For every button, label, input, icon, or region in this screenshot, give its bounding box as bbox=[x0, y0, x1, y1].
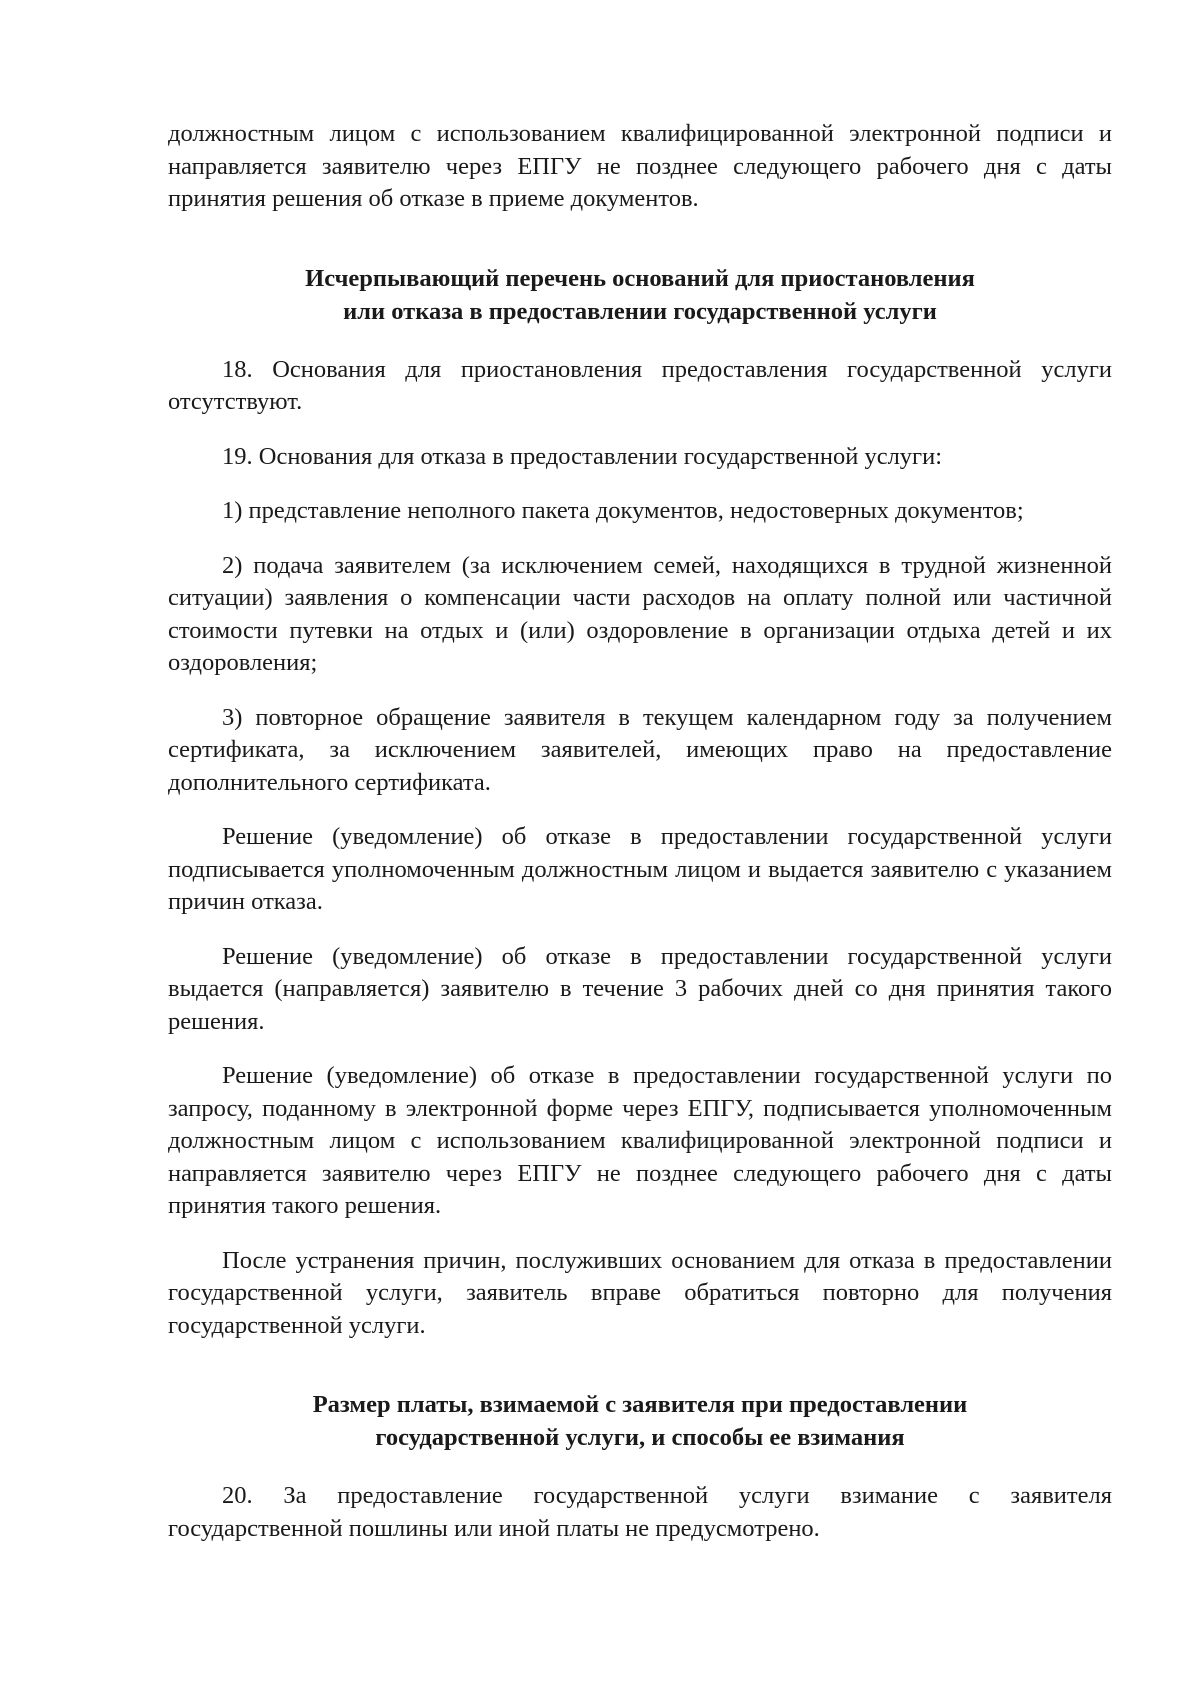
list-item-1: 1) представление неполного пакета документов, недостоверных документов; bbox=[222, 497, 1024, 524]
section-heading-line: Исчерпывающий перечень оснований для приостановления bbox=[305, 264, 975, 292]
decision-paragraph-electronic: Решение (уведомление) об отказе в предоставлении государственной услуги по запросу, поданному в электронной форме через ЕПГУ, подписывается уполномоченным должностным лицом с использованием квалифицированной электронной подписи и направляется заявителю через ЕПГУ не позднее следующего рабочего дня с даты принятия такого решения. bbox=[168, 1062, 1112, 1219]
section-heading-line: государственной услуги, и способы ее взимания bbox=[375, 1424, 905, 1451]
section-heading-grounds bbox=[168, 262, 1112, 328]
decision-paragraph-signing: Решение (уведомление) об отказе в предоставлении государственной услуги подписывается уполномоченным должностным лицом и выдается заявителю с указанием причин отказа. bbox=[168, 823, 1112, 915]
paragraph-18: 18. Основания для приостановления предоставления государственной услуги отсутствуют. bbox=[168, 355, 1112, 415]
continuation-paragraph: должностным лицом с использованием квалифицированной электронной подписи и направляется заявителю через ЕПГУ не позднее следующего рабочего дня с даты принятия решения об отказе в приеме документов. bbox=[168, 120, 1112, 212]
list-item-2: 2) подача заявителем (за исключением семей, находящихся в трудной жизненной ситуации) заявления о компенсации части расходов на оплату полной или частичной стоимости путевки на отдых и (или) оздоровление в организации отдыха детей и их оздоровления; bbox=[168, 551, 1112, 676]
paragraph-19: 19. Основания для отказа в предоставлении государственной услуги: bbox=[222, 442, 943, 470]
section-heading-line: Размер платы, взимаемой с заявителя при предоставлении bbox=[312, 1391, 968, 1418]
paragraph-20: 20. За предоставление государственной услуги взимание с заявителя государственной пошлины или иной платы не предусмотрено. bbox=[168, 1482, 1112, 1542]
decision-paragraph-term: Решение (уведомление) об отказе в предоставлении государственной услуги выдается (направляется) заявителю в течение 3 рабочих дней со дня принятия такого решения. bbox=[168, 942, 1112, 1035]
section-heading-fee bbox=[168, 1388, 1112, 1454]
list-item-3: 3) повторное обращение заявителя в текущем календарном году за получением сертификата, за исключением заявителей, имеющих право на предоставление дополнительного сертификата. bbox=[168, 703, 1112, 796]
section-heading-line: или отказа в предоставлении государственной услуги bbox=[343, 297, 937, 325]
reapply-paragraph: После устранения причин, послуживших основанием для отказа в предоставлении государственной услуги, заявитель вправе обратиться повторно для получения государственной услуги. bbox=[168, 1246, 1112, 1339]
